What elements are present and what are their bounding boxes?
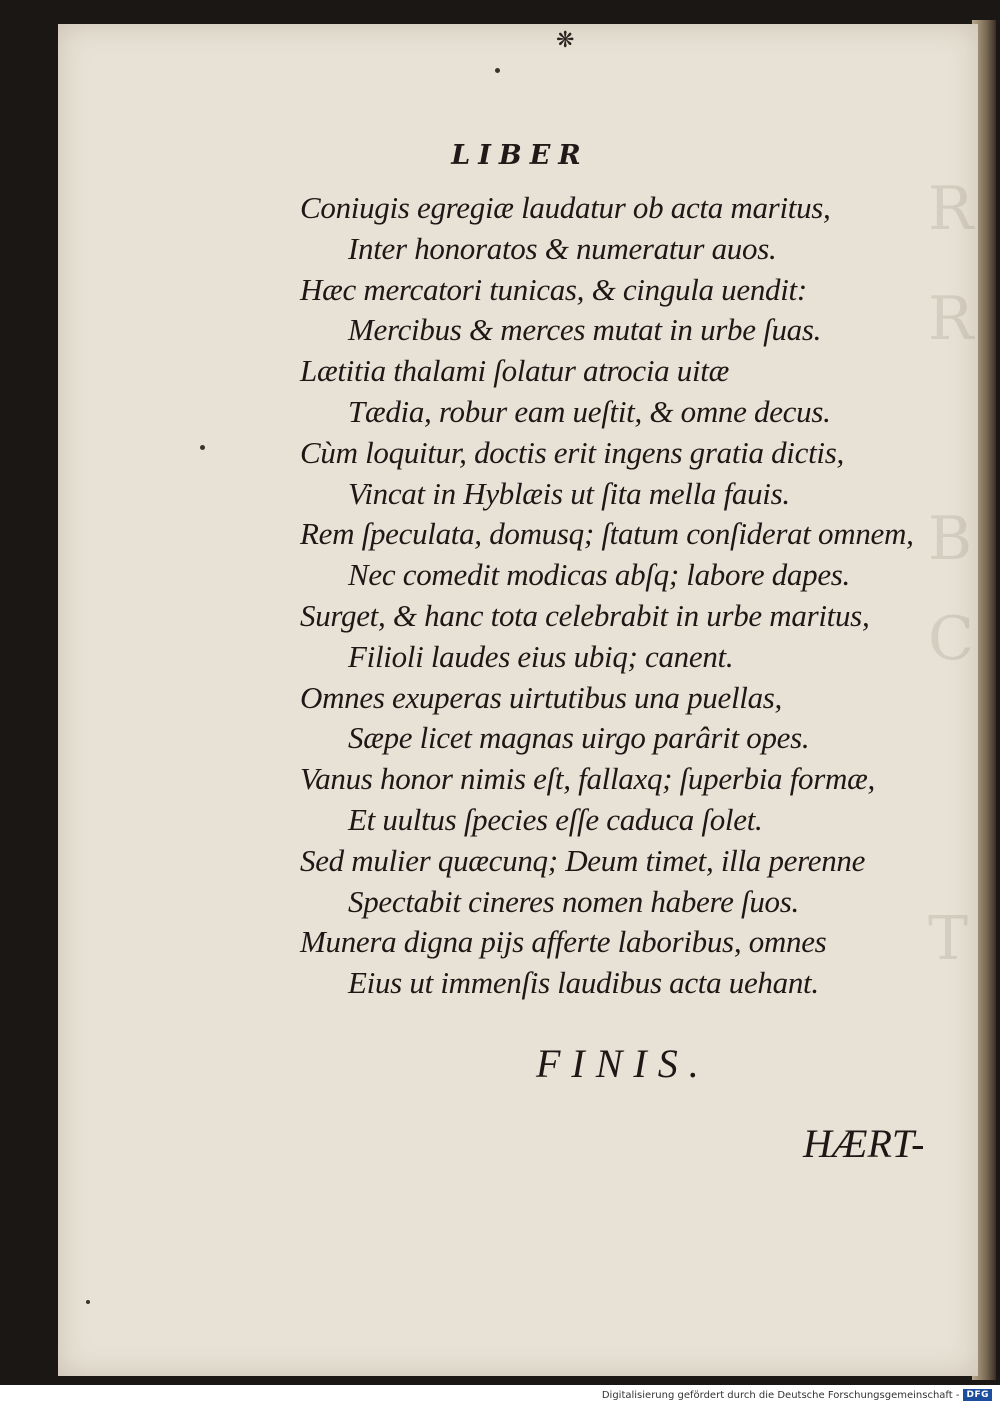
show-through-mark: R [928, 174, 974, 244]
digitization-footer [602, 1387, 992, 1403]
poem-text [300, 188, 950, 1004]
poem-line: Et uultus ſpecies eſſe caduca ſolet. [348, 801, 763, 837]
poem-line: Rem ſpeculata, domusq; ſtatum conſiderat omnem, [300, 516, 914, 552]
running-head: LIBER [451, 140, 589, 171]
dfg-logo: DFG [963, 1389, 992, 1401]
poem-line: Eius ut immenſis laudibus acta uehant. [348, 965, 819, 1001]
poem-line: Spectabit cineres nomen habere ſuos. [348, 883, 799, 919]
show-through-mark: R [928, 284, 974, 354]
poem-line: Mercibus & merces mutat in urbe ſuas. [348, 312, 822, 348]
finis-mark: FINIS. [536, 1041, 710, 1086]
catchword: HÆRT- [803, 1121, 925, 1166]
ink-speck [86, 1300, 90, 1304]
poem-line: Vincat in Hyblæis ut ſita mella fauis. [348, 475, 790, 511]
poem-line: Surget, & hanc tota celebrabit in urbe maritus, [300, 597, 870, 633]
ornament-icon: ❋ [556, 28, 575, 53]
poem-line: Omnes exuperas uirtutibus una puellas, [300, 679, 782, 715]
poem-line: Hæc mercatori tunicas, & cingula uendit: [300, 271, 807, 307]
poem-line: Nec comedit modicas abſq; labore dapes. [348, 557, 850, 593]
poem-line: Inter honoratos & numeratur auos. [348, 230, 777, 266]
poem-line: Sæpe licet magnas uirgo parârit opes. [348, 720, 810, 756]
poem-line: Vanus honor nimis eſt, fallaxq; ſuperbia formæ, [300, 761, 875, 797]
poem-line: Cùm loquitur, doctis erit ingens gratia dictis, [300, 434, 844, 470]
footer-text: Digitalisierung gefördert durch die Deutsche Forschungsgemeinschaft - [601, 1389, 960, 1401]
poem-line: Munera digna pijs afferte laboribus, omnes [300, 924, 827, 960]
poem-line: Lætitia thalami ſolatur atrocia uitæ [300, 353, 729, 389]
poem-line: Filioli laudes eius ubiq; canent. [348, 638, 734, 674]
show-through-mark: T [928, 904, 969, 974]
show-through-mark: C [928, 604, 974, 674]
poem-line: Coniugis egregiæ laudatur ob acta maritus, [300, 190, 831, 225]
ink-speck [495, 68, 500, 73]
poem-line: Tædia, robur eam ueſtit, & omne decus. [348, 393, 831, 429]
ink-speck [200, 445, 205, 450]
poem-line: Sed mulier quæcunq; Deum timet, illa perenne [300, 842, 866, 878]
show-through-mark: B [928, 504, 973, 574]
